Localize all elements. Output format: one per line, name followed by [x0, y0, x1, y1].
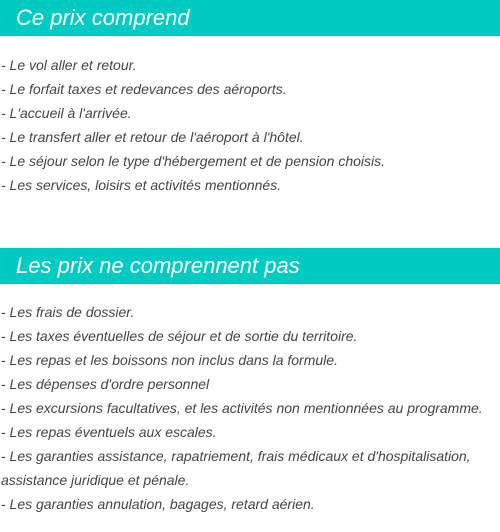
list-item: - Les repas et les boissons non inclus dans la formule. [1, 352, 338, 368]
list-item: - Les frais de dossier. [1, 304, 135, 320]
included-title: Ce prix comprend [16, 5, 190, 30]
excluded-section [0, 248, 500, 516]
included-header [0, 0, 500, 36]
list-item: - Les repas éventuels aux escales. [1, 424, 217, 440]
included-section [0, 0, 500, 197]
list-item: - Les garanties annulation, bagages, retard aérien. [1, 496, 315, 512]
list-item: - Le vol aller et retour. [1, 57, 137, 73]
list-item: - Le forfait taxes et redevances des aéroports. [1, 81, 287, 97]
list-item: - Les services, loisirs et activités mentionnés. [1, 177, 282, 193]
list-item: - L'accueil à l'arrivée. [1, 105, 132, 121]
list-item: - Le séjour selon le type d'hébergement et de pension choisis. [1, 153, 386, 169]
list-item: - Les taxes éventuelles de séjour et de sortie du territoire. [1, 328, 358, 344]
list-item: - Les dépenses d'ordre personnel [1, 376, 210, 392]
list-item: - Les garanties assistance, rapatriement, frais médicaux et d'hospitalisation, assistance juridique et pénale. [1, 448, 471, 488]
list-item: - Le transfert aller et retour de l'aéroport à l'hôtel. [1, 129, 304, 145]
list-item: - Les excursions facultatives, et les activités non mentionnées au programme. [1, 400, 483, 416]
excluded-header [0, 248, 500, 284]
excluded-title: Les prix ne comprennent pas [16, 253, 300, 278]
excluded-list [0, 300, 500, 516]
included-list [0, 53, 500, 197]
